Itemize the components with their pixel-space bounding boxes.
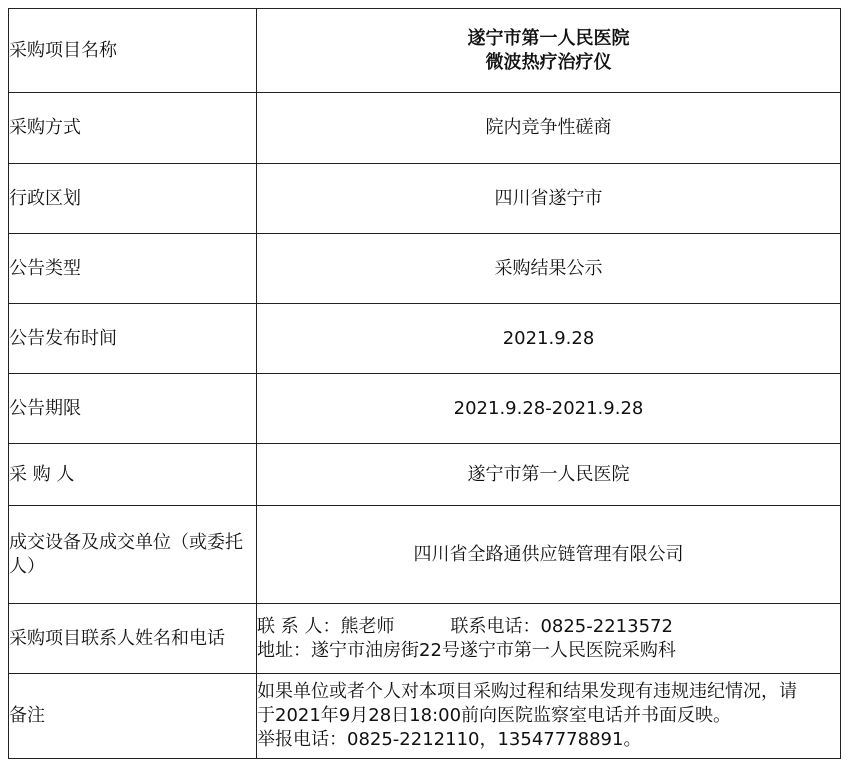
method-label: 采购方式 bbox=[9, 93, 257, 164]
row-contact bbox=[9, 604, 841, 674]
remarks-label: 备注 bbox=[9, 674, 257, 759]
remarks-line: 于2021年9月28日18:00前向医院监察室电话并书面反映。 bbox=[257, 705, 732, 726]
winner-label: 成交设备及成交单位（或委托人） bbox=[9, 506, 257, 604]
publish-time-label: 公告发布时间 bbox=[9, 304, 257, 374]
notice-type-label: 公告类型 bbox=[9, 234, 257, 304]
row-winner bbox=[9, 506, 841, 604]
project-name-value bbox=[257, 9, 841, 93]
row-publish-time bbox=[9, 304, 841, 374]
project-name-line2: 微波热疗治疗仪 bbox=[485, 51, 612, 73]
contact-person-line bbox=[257, 615, 840, 639]
method-value: 院内竞争性磋商 bbox=[257, 93, 841, 164]
purchaser-label: 采 购 人 bbox=[9, 444, 257, 506]
remarks-line: 举报电话：0825-2212110，13547778891。 bbox=[257, 729, 642, 750]
row-notice-type bbox=[9, 234, 841, 304]
period-label: 公告期限 bbox=[9, 374, 257, 444]
contact-phone-number: 0825-2213572 bbox=[540, 615, 673, 637]
contact-value bbox=[257, 604, 841, 674]
notice-type-value: 采购结果公示 bbox=[257, 234, 841, 304]
winner-value: 四川省全路通供应链管理有限公司 bbox=[257, 506, 841, 604]
contact-label: 采购项目联系人姓名和电话 bbox=[9, 604, 257, 674]
contact-person-name: 熊老师 bbox=[340, 615, 395, 637]
row-project-name bbox=[9, 9, 841, 93]
contact-person-label: 联 系 人： bbox=[257, 615, 341, 637]
contact-address-value: 遂宁市油房街22号遂宁市第一人民医院采购科 bbox=[311, 639, 676, 661]
row-period bbox=[9, 374, 841, 444]
project-name-line1: 遂宁市第一人民医院 bbox=[467, 27, 630, 49]
row-method bbox=[9, 93, 841, 164]
publish-time-value: 2021.9.28 bbox=[257, 304, 841, 374]
row-purchaser bbox=[9, 444, 841, 506]
remarks-value bbox=[257, 674, 841, 759]
contact-address-line bbox=[257, 639, 840, 663]
contact-address-label: 地址： bbox=[257, 639, 311, 661]
region-label: 行政区划 bbox=[9, 164, 257, 234]
region-value: 四川省遂宁市 bbox=[257, 164, 841, 234]
contact-phone-label: 联系电话： bbox=[450, 615, 541, 637]
procurement-result-table bbox=[8, 8, 841, 759]
remarks-line: 如果单位或者个人对本项目采购过程和结果发现有违规违纪情况，请 bbox=[257, 681, 797, 702]
period-value: 2021.9.28-2021.9.28 bbox=[257, 374, 841, 444]
purchaser-value: 遂宁市第一人民医院 bbox=[257, 444, 841, 506]
row-remarks bbox=[9, 674, 841, 759]
row-region bbox=[9, 164, 841, 234]
project-name-label: 采购项目名称 bbox=[9, 9, 257, 93]
